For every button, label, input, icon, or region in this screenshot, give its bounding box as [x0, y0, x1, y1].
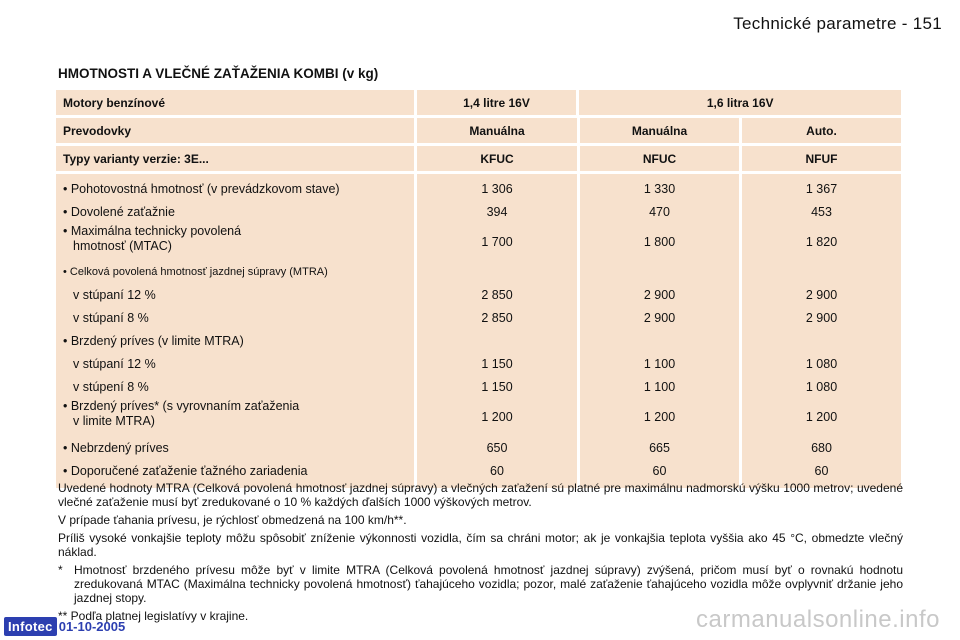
weights-table [56, 90, 901, 488]
table-cell: 60 [490, 463, 504, 478]
variant-col3: NFUF [742, 146, 901, 171]
table-cell: 453 [811, 204, 832, 219]
table-cell: 2 900 [805, 287, 838, 302]
table-cell [742, 329, 901, 352]
footnote-text: Hmotnosť brzdeného prívesu môže byť v limite MTRA (Celková povolená hmotnosť jazdnej súpravy) zvýšená, pričom musí byť o rovnakú hodnotu zredukovaná MTAC (Maximálna technicky povolená hmotnosť) ťahajúceho vozidla; pozor, malé zaťaženie ťahajúceho vozidla môže ovplyvniť držanie jeho jazdnej stopy. [74, 563, 903, 605]
footer [4, 617, 125, 636]
table-cell [580, 329, 739, 352]
footnote-mark: * [58, 563, 63, 577]
table-cell [417, 261, 577, 283]
table-cell: 650 [486, 440, 508, 455]
table-row-label: v stúpení 8 % [73, 379, 149, 394]
table-cell: 1 820 [805, 235, 838, 249]
table-row-label: • Doporučené zaťaženie ťažného zariadenia [63, 463, 308, 478]
gearbox-label: Prevodovky [56, 118, 414, 143]
table-cell: 470 [649, 204, 670, 219]
table-cell: 1 700 [481, 235, 513, 249]
note-paragraph: Uvedené hodnoty MTRA (Celková povolená hmotnosť jazdnej súpravy) a vlečných zaťažení sú platné pre maximálnu nadmorskú výšku 1000 metrov; uvedené vlečné zaťaženie musí byť zredukované o 10 % každých ďalších 1000 výškových metrov. [58, 481, 903, 509]
engine-col1: 1,4 litre 16V [417, 90, 577, 115]
table-row-label: v limite MTRA) [73, 413, 155, 428]
table-cell [580, 261, 739, 283]
gearbox-col2: Manuálna [580, 118, 739, 143]
table-cell: 394 [486, 204, 508, 219]
table-row-label: • Celková povolená hmotnosť jazdnej súpravy (MTRA) [63, 266, 328, 278]
table-cell: 60 [814, 463, 829, 478]
table-cell: 1 080 [805, 356, 838, 371]
table-cell: 1 800 [643, 235, 676, 249]
footer-date: 01-10-2005 [58, 619, 126, 634]
footnote-2: ** Podľa platnej legislatívy v krajine. [58, 609, 249, 623]
body-column-3 [742, 174, 901, 488]
table-cell [417, 329, 577, 352]
table-row-label: v stúpaní 12 % [73, 356, 156, 371]
table-cell: 60 [652, 463, 667, 478]
table-row-label: • Pohotovostná hmotnosť (v prevádzkovom stave) [63, 181, 340, 196]
body-label-column [56, 174, 414, 488]
engine-label: Motory benzínové [56, 90, 414, 115]
variant-label: Typy varianty verzie: 3E... [56, 146, 414, 171]
note-paragraph: V prípade ťahania prívesu, je rýchlosť obmedzená na 100 km/h**. [58, 513, 407, 527]
table-cell: 1 330 [643, 181, 676, 196]
table-cell: 2 900 [805, 310, 838, 325]
table-cell: 1 150 [481, 379, 513, 394]
body-column-2 [580, 174, 739, 488]
table-cell: 665 [649, 440, 670, 455]
engine-col23: 1,6 litra 16V [579, 90, 901, 115]
gearbox-col1: Manuálna [417, 118, 577, 143]
table-cell: 1 100 [643, 379, 676, 394]
table-row-label: • Brzdený príves* (s vyrovnaním zaťaženia [63, 398, 300, 413]
table-cell: 2 850 [481, 310, 513, 325]
table-cell: 1 306 [481, 181, 513, 196]
table-row-label: v stúpaní 12 % [73, 287, 156, 302]
table-row-label: • Maximálna technicky povolená [63, 223, 242, 238]
table-row-label: • Dovolené zaťažnie [63, 204, 175, 219]
footnote-1 [58, 563, 903, 605]
table-cell: 1 200 [643, 410, 676, 424]
table-cell: 2 900 [643, 310, 676, 325]
table-row-label: • Brzdený príves (v limite MTRA) [63, 333, 244, 348]
gearbox-col3: Auto. [742, 118, 901, 143]
table-header-row [56, 118, 901, 143]
watermark: carmanualsonline.info [696, 606, 940, 633]
section-title: HMOTNOSTI A VLEČNÉ ZAŤAŽENIA KOMBI (v kg) [58, 66, 379, 81]
table-cell: 680 [811, 440, 832, 455]
table-header-row [56, 90, 901, 115]
table-header-row [56, 146, 901, 171]
page-header: Technické parametre - 151 [733, 14, 942, 33]
table-cell: 2 850 [481, 287, 513, 302]
table-body [56, 174, 901, 488]
table-cell: 2 900 [643, 287, 676, 302]
table-cell: 1 080 [805, 379, 838, 394]
table-row-label: v stúpaní 8 % [73, 310, 149, 325]
table-cell [742, 261, 901, 283]
table-cell: 1 100 [643, 356, 676, 371]
table-cell: 1 367 [805, 181, 838, 196]
table-row-label: • Nebrzdený príves [63, 440, 169, 455]
variant-col1: KFUC [417, 146, 577, 171]
variant-col2: NFUC [580, 146, 739, 171]
body-column-1 [417, 174, 577, 488]
infotec-logo: Infotec [4, 617, 57, 636]
table-cell: 1 200 [805, 410, 838, 424]
table-cell: 1 150 [481, 356, 513, 371]
table-cell: 1 200 [481, 410, 513, 424]
note-paragraph: Príliš vysoké vonkajšie teploty môžu spôsobiť zníženie výkonnosti vozidla, čím sa chráni motor; ak je vonkajšia teplota vyššia ako 45 °C, obmedzte vlečný náklad. [58, 531, 903, 559]
table-row-label: hmotnosť (MTAC) [73, 238, 172, 253]
